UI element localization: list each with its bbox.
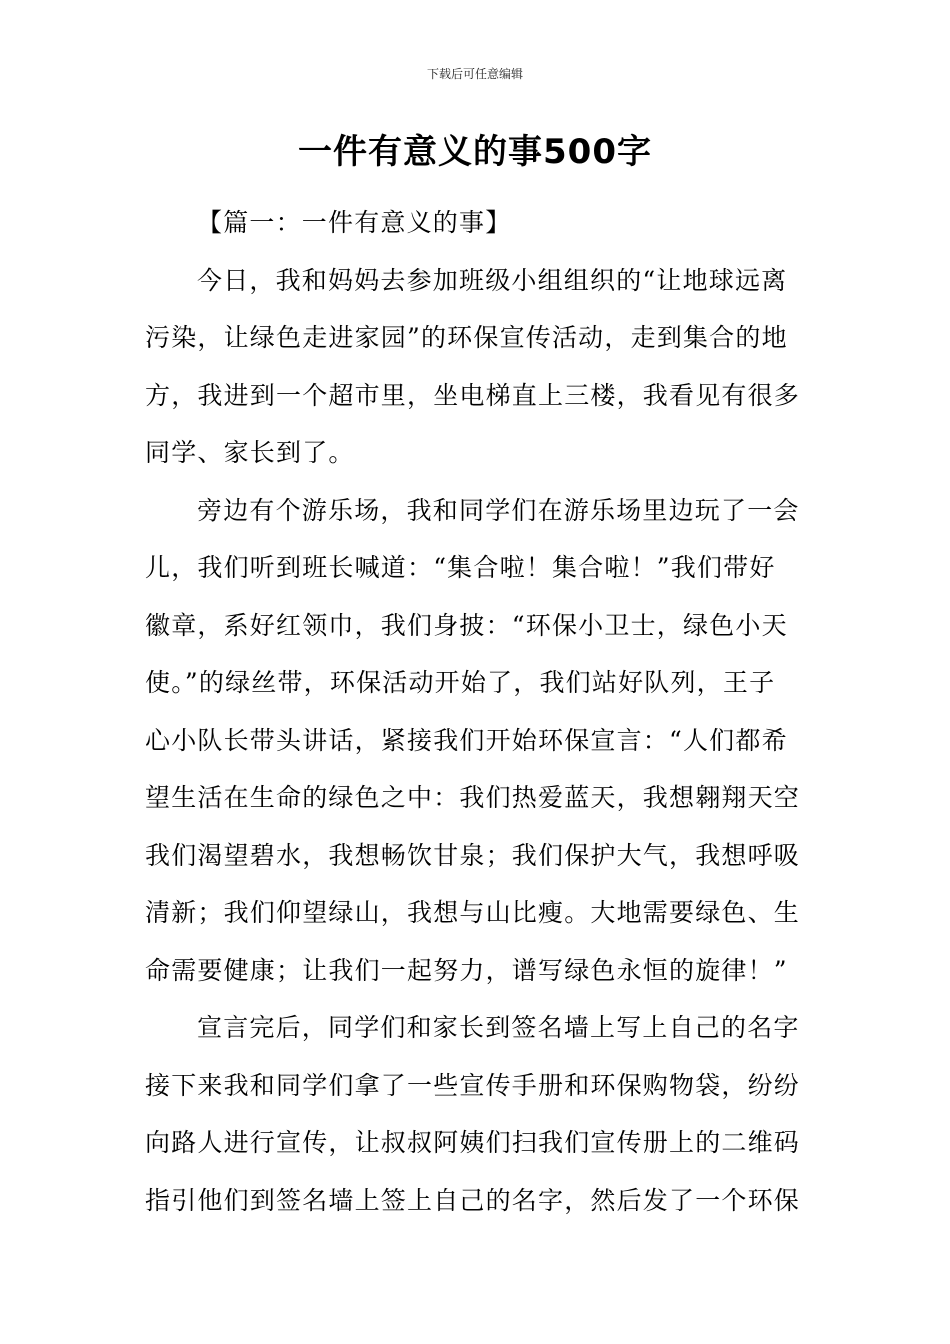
header-note: 下载后可任意编辑 — [426, 67, 523, 81]
text-line: 污染，让绿色走进家园”的环保宣传活动，走到集合的地 — [145, 323, 788, 352]
text-line: 同学、家长到了。 — [145, 438, 355, 467]
text-line: 宣言完后，同学们和家长到签名墙上写上自己的名字 — [197, 1013, 800, 1042]
text-line: 我们渴望碧水，我想畅饮甘泉；我们保护大气，我想呼吸 — [145, 840, 801, 870]
text-line: 儿，我们听到班长喊道：“集合啦！集合啦！”我们带好 — [145, 553, 776, 582]
text-line: 指引他们到签名墙上签上自己的名字，然后发了一个环保 — [145, 1185, 801, 1215]
text-line: 方，我进到一个超市里，坐电梯直上三楼，我看见有很多 — [145, 380, 801, 410]
text-line: 接下来我和同学们拿了一些宣传手册和环保购物袋，纷纷 — [145, 1070, 801, 1100]
document-title: 一件有意义的事500字 — [298, 132, 652, 172]
text-line: 向路人进行宣传，让叔叔阿姨们扫我们宣传册上的二维码 — [145, 1128, 801, 1157]
text-line: 徽章，系好红领巾，我们身披：“环保小卫士，绿色小天 — [145, 610, 788, 640]
document-body — [145, 194, 810, 1229]
text-line: 命需要健康；让我们一起努力，谱写绿色永恒的旋律！” — [145, 955, 788, 985]
text-line: 【篇一：一件有意义的事】 — [197, 208, 512, 237]
text-line: 旁边有个游乐场，我和同学们在游乐场里边玩了一会 — [197, 495, 800, 525]
text-line: 使。”的绿丝带，环保活动开始了，我们站好队列，王子 — [145, 668, 776, 697]
text-line: 清新；我们仰望绿山，我想与山比瘦。大地需要绿色、生 — [145, 898, 801, 927]
text-line: 望生活在生命的绿色之中：我们热爱蓝天，我想翱翔天空 — [145, 783, 801, 812]
text-line: 心小队长带头讲话，紧接我们开始环保宣言：“人们都希 — [145, 725, 788, 755]
text-line: 今日，我和妈妈去参加班级小组组织的“让地球远离 — [197, 265, 788, 295]
